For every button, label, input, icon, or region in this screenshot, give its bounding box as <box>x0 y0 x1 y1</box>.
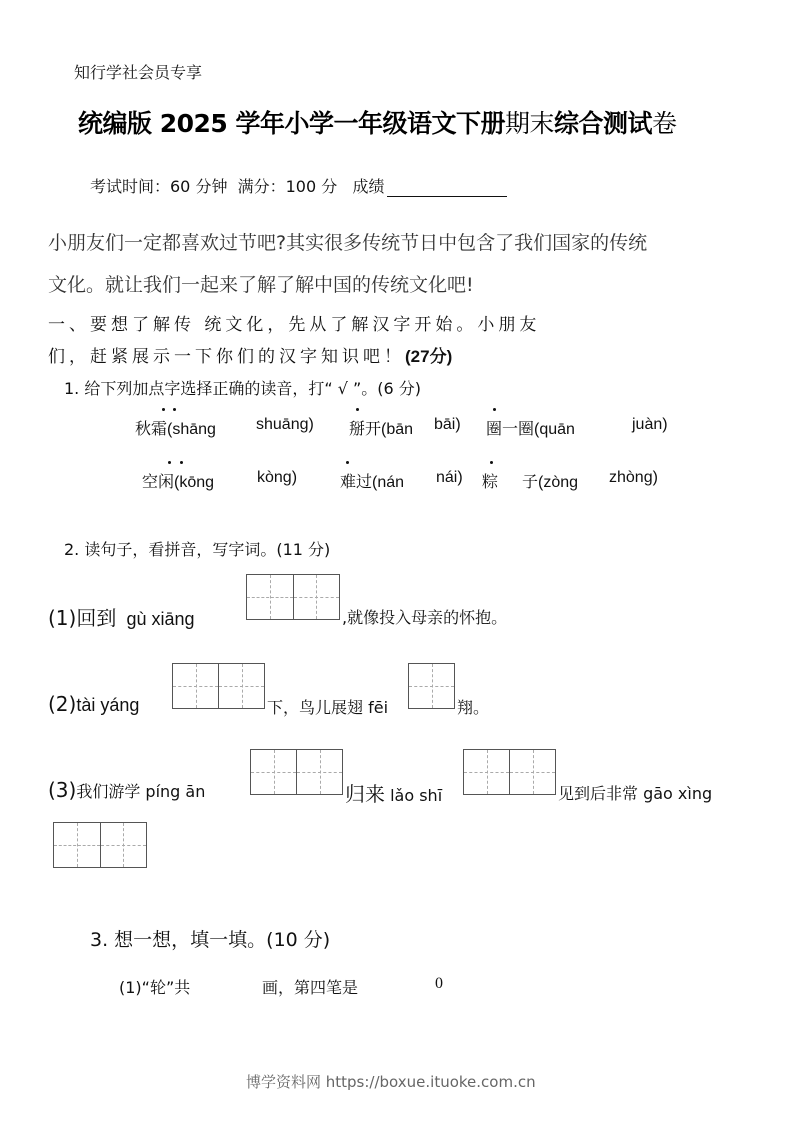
q2-sentence-2-mid: 下，鸟儿展翅 fēi <box>267 698 389 717</box>
section-1-heading-line-2 <box>48 342 452 367</box>
header-note: 知行学社会员专享 <box>74 63 203 82</box>
q2-sentence-3-mid: 归来 lǎo shī <box>345 782 443 806</box>
emphasis-dot <box>356 408 359 411</box>
q1-item-quan[interactable]: 圈一圈(quān <box>486 421 575 438</box>
section-1-score: (27分) <box>405 347 453 366</box>
emphasis-dot <box>180 461 183 464</box>
answer-grid-gaoxing[interactable] <box>53 822 147 868</box>
q3-item-1-end: 0 <box>435 975 443 992</box>
full-score: 满分：100 分 <box>237 177 338 196</box>
title-part-3: 综合测试 <box>554 109 653 138</box>
q3-prompt: 3. 想一想，填一填。(10 分) <box>90 929 331 951</box>
q2-sentence-1: (1)回到 gù xiāng <box>48 606 195 630</box>
section-1-heading-text: 们，赶紧展示一下你们的汉字知识吧！ <box>48 347 405 367</box>
grade-label: 成绩 <box>352 177 385 196</box>
emphasis-dot <box>162 408 165 411</box>
q2-sentence-2-tail: 翔。 <box>457 698 490 717</box>
section-1-heading-line-1: 一、要想了解传 统文化，先从了解汉字开始。小朋友 <box>48 315 541 335</box>
grade-blank[interactable] <box>387 180 507 197</box>
emphasis-dot <box>493 408 496 411</box>
emphasis-dot <box>173 408 176 411</box>
q2-sentence-3-tail: 见到后非常 gāo xìng <box>558 784 713 803</box>
q1-item-kongxian[interactable]: 空闲(kōng <box>142 474 215 491</box>
q1-item-qiushuang[interactable]: 秋霜(shāng <box>135 421 216 438</box>
title-part-4: 卷 <box>652 109 677 138</box>
title-part-2: 期末 <box>505 109 555 138</box>
intro-line-1: 小朋友们一定都喜欢过节吧?其实很多传统节日中包含了我们国家的传统 <box>48 232 648 254</box>
answer-grid-pingan[interactable] <box>250 749 343 795</box>
exam-time: 考试时间：60 分钟 <box>90 177 228 196</box>
q1-prompt: 1. 给下列加点字选择正确的读音，打“ √ ”。(6 分) <box>64 379 422 398</box>
q2-sentence-3: (3)我们游学 píng ān <box>48 778 206 802</box>
title-part-1: 统编版 2025 学年小学一年级语文下册 <box>78 109 505 138</box>
q2-prompt: 2. 读句子，看拼音，写字词。(11 分) <box>64 540 331 559</box>
footer-watermark: 博学资料网 https://boxue.ituoke.com.cn <box>246 1073 536 1091</box>
q1-item-zongzi-alt[interactable]: 子(zòng <box>522 474 579 491</box>
q1-item-baikai-alt[interactable]: bāi) <box>434 416 461 433</box>
q1-item-quan-alt[interactable]: juàn) <box>632 416 668 433</box>
q3-blank-fourth-stroke[interactable] <box>374 975 432 995</box>
emphasis-dot <box>346 461 349 464</box>
emphasis-dot <box>490 461 493 464</box>
q3-item-1-part-2: 画，第四笔是 <box>262 978 359 997</box>
q1-item-kongxian-alt[interactable]: kòng) <box>257 469 298 486</box>
q1-item-zongzi[interactable]: 粽 <box>482 474 499 491</box>
intro-line-2: 文化。就让我们一起来了解了解中国的传统文化吧! <box>48 274 474 296</box>
answer-grid-taiyang[interactable] <box>172 663 265 709</box>
answer-grid-fei[interactable] <box>408 663 455 709</box>
q2-sentence-1-tail: ,就像投入母亲的怀抱。 <box>342 608 508 627</box>
q3-item-1-part-1: (1)“轮”共 <box>119 978 191 997</box>
q1-item-nanguo-alt[interactable]: nái) <box>436 469 463 486</box>
page-title <box>78 104 677 140</box>
q1-item-baikai[interactable]: 掰开(bān <box>349 421 414 438</box>
exam-meta <box>90 174 507 197</box>
q1-item-qiushuang-alt[interactable]: shuāng) <box>256 416 314 433</box>
q1-item-zongzi-alt2[interactable]: zhòng) <box>609 469 658 486</box>
q3-blank-stroke-count[interactable] <box>200 975 256 995</box>
answer-grid-guxiang[interactable] <box>246 574 340 620</box>
q1-item-nanguo[interactable]: 难过(nán <box>340 474 405 491</box>
q2-sentence-2: (2)tài yáng <box>48 692 140 716</box>
answer-grid-laoshi[interactable] <box>463 749 556 795</box>
emphasis-dot <box>168 461 171 464</box>
